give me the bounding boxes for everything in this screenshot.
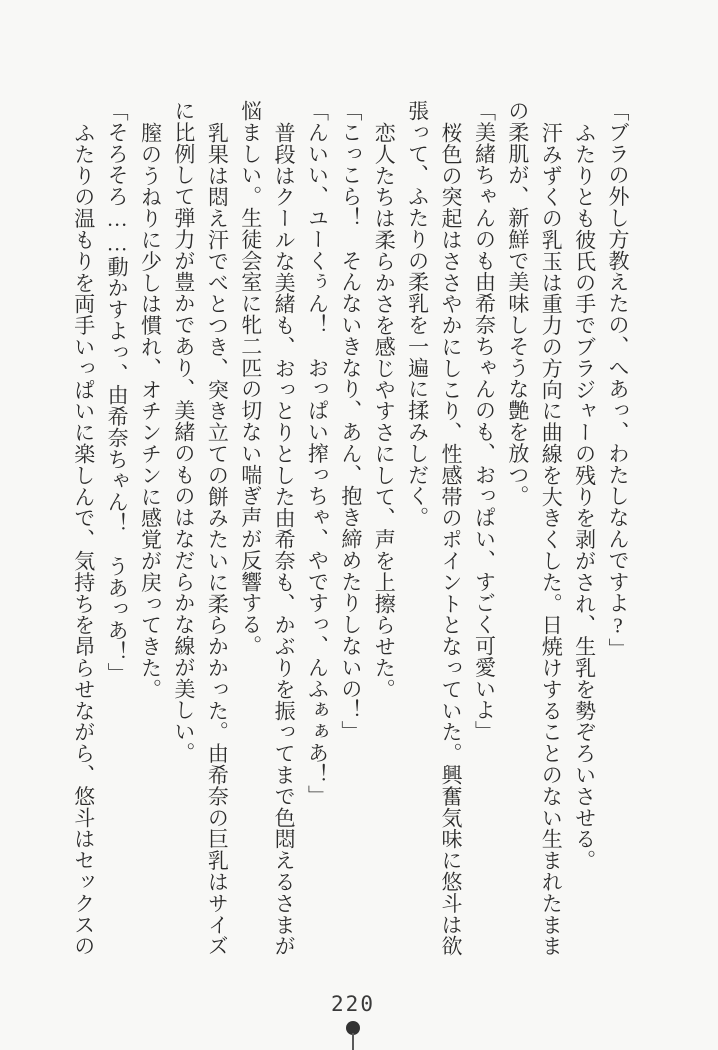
text-line: 「美緒ちゃんのも由希奈ちゃんのも、おっぱい、すごく可愛いよ」 [472,100,497,742]
page-number: 220 [331,992,375,1016]
text-line: 恋人たちは柔らかさを感じやすさにして、声を上擦らせた。 [372,121,397,700]
text-line: 「ブラの外し方教えたの、へあっ、わたしなんですよ?」 [606,100,630,660]
text-line: 乳果は悶え汗でべとつき、突き立ての餅みたいに柔らかかった。由希奈の巨乳はサイズ [205,121,230,957]
text-line: 張って、ふたりの柔乳を一遍に揉みしだく。 [405,100,430,528]
text-line: 膣のうねりに少しは慣れ、オチンチンに感覚が戻ってきた。 [138,121,163,700]
text-line: 桜色の突起はささやかにしこり、性感帯のポイントとなっていた。興奮気味に悠斗は欲 [439,121,464,957]
text-line: に比例して弾力が豊かであり、美緒のものはなだらかな線が美しい。 [171,100,196,764]
text-line: ふたりとも彼氏の手でブラジャーの残りを剥がされ、生乳を勢ぞろいさせる。 [572,121,597,871]
text-line: 悩ましい。生徒会室に牝二匹の切ない喘ぎ声が反響する。 [238,100,263,657]
text-line: 「んいい、ユーくぅん！ おっぱい搾っちゃ、やですっ、んふぁぁあ！」 [305,100,330,807]
page-text [72,100,628,960]
text-line: 「こっこら！ そんないきなり、あん、抱き締めたりしないの！」 [338,100,363,742]
text-line: の柔肌が、新鮮で美味しそうな艶を放つ。 [505,100,530,507]
text-line: ふたりの温もりを両手いっぱいに楽しんで、気持ちを昂らせながら、悠斗はセックスの [71,121,96,957]
text-line: 「そろそろ……動かすよっ、由希奈ちゃん！ うあっあ！」 [105,100,130,684]
text-line: 汗みずくの乳玉は重力の方向に曲線を大きくした。日焼けすることのない生まれたまま [539,121,564,957]
page-marker-line [352,1033,354,1050]
text-line: 普段はクールな美緒も、おっとりとした由希奈も、かぶりを振ってまで色悶えるさまが [272,121,297,957]
